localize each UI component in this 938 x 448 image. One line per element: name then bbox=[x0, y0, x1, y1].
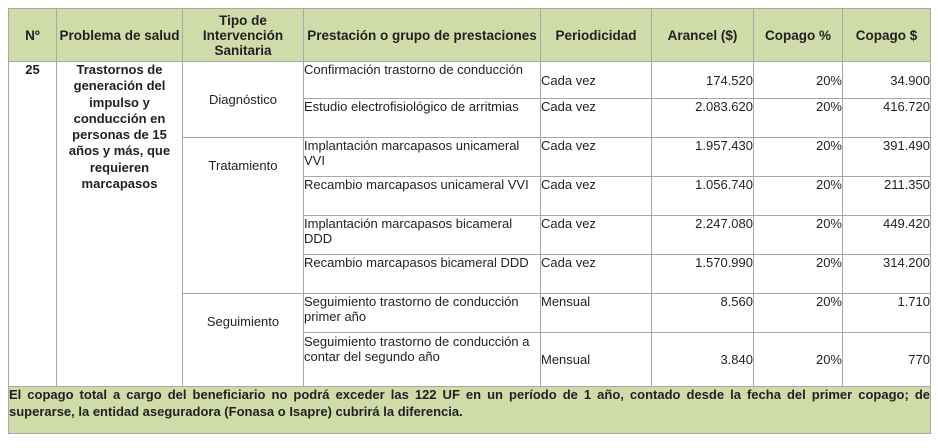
periodicidad-cell: Cada vez bbox=[541, 99, 652, 138]
periodicidad-cell: Mensual bbox=[541, 333, 652, 387]
prestacion-cell: Confirmación trastorno de conducción bbox=[304, 62, 541, 99]
tipo-diagnostico: Diagnóstico bbox=[183, 62, 304, 138]
copago-pct-cell: 20% bbox=[754, 99, 843, 138]
header-arancel: Arancel ($) bbox=[652, 9, 754, 62]
header-copago-monto: Copago $ bbox=[843, 9, 931, 62]
copago-pct-cell: 20% bbox=[754, 216, 843, 255]
arancel-cell: 174.520 bbox=[652, 62, 754, 99]
prestacion-cell: Implantación marcapasos bicameral DDD bbox=[304, 216, 541, 255]
copago-pct-cell: 20% bbox=[754, 333, 843, 387]
copago-monto-cell: 416.720 bbox=[843, 99, 931, 138]
copago-monto-cell: 34.900 bbox=[843, 62, 931, 99]
arancel-cell: 1.570.990 bbox=[652, 255, 754, 294]
copago-pct-cell: 20% bbox=[754, 255, 843, 294]
prestacion-cell: Estudio electrofisiológico de arritmias bbox=[304, 99, 541, 138]
periodicidad-cell: Cada vez bbox=[541, 62, 652, 99]
copago-monto-cell: 314.200 bbox=[843, 255, 931, 294]
arancel-cell: 2.247.080 bbox=[652, 216, 754, 255]
periodicidad-cell: Cada vez bbox=[541, 138, 652, 177]
problem-number: 25 bbox=[9, 62, 57, 387]
note-row bbox=[9, 387, 931, 434]
header-num: Nº bbox=[9, 9, 57, 62]
periodicidad-cell: Cada vez bbox=[541, 255, 652, 294]
table-row bbox=[9, 62, 931, 99]
copago-pct-cell: 20% bbox=[754, 177, 843, 216]
prestacion-cell: Seguimiento trastorno de conducción primer año bbox=[304, 294, 541, 333]
copago-monto-cell: 449.420 bbox=[843, 216, 931, 255]
header-row bbox=[9, 9, 931, 62]
problem-name: Trastornos de generación del impulso y conducción en personas de 15 años y más, que requieren marcapasos bbox=[57, 62, 183, 387]
tipo-seguimiento: Seguimiento bbox=[183, 294, 304, 387]
copago-monto-cell: 770 bbox=[843, 333, 931, 387]
arancel-cell: 3.840 bbox=[652, 333, 754, 387]
periodicidad-cell: Cada vez bbox=[541, 177, 652, 216]
copago-pct-cell: 20% bbox=[754, 62, 843, 99]
header-copago-pct: Copago % bbox=[754, 9, 843, 62]
ges-table bbox=[8, 8, 931, 434]
prestacion-cell: Seguimiento trastorno de conducción a contar del segundo año bbox=[304, 333, 541, 387]
prestacion-cell: Implantación marcapasos unicameral VVI bbox=[304, 138, 541, 177]
header-periodicidad: Periodicidad bbox=[541, 9, 652, 62]
tipo-tratamiento: Tratamiento bbox=[183, 138, 304, 294]
prestacion-cell: Recambio marcapasos unicameral VVI bbox=[304, 177, 541, 216]
periodicidad-cell: Cada vez bbox=[541, 216, 652, 255]
header-prestacion: Prestación o grupo de prestaciones bbox=[304, 9, 541, 62]
copago-pct-cell: 20% bbox=[754, 138, 843, 177]
copago-monto-cell: 1.710 bbox=[843, 294, 931, 333]
header-problema: Problema de salud bbox=[57, 9, 183, 62]
copago-note: El copago total a cargo del beneficiario no podrá exceder las 122 UF en un período de 1 año, contado desde la fecha del primer copago; de superarse, la entidad aseguradora (Fonasa o Isapre) cubrirá la diferencia. bbox=[9, 387, 931, 434]
arancel-cell: 2.083.620 bbox=[652, 99, 754, 138]
copago-monto-cell: 211.350 bbox=[843, 177, 931, 216]
header-tipo: Tipo de Intervención Sanitaria bbox=[183, 9, 304, 62]
periodicidad-cell: Mensual bbox=[541, 294, 652, 333]
arancel-cell: 8.560 bbox=[652, 294, 754, 333]
arancel-cell: 1.957.430 bbox=[652, 138, 754, 177]
prestacion-cell: Recambio marcapasos bicameral DDD bbox=[304, 255, 541, 294]
copago-pct-cell: 20% bbox=[754, 294, 843, 333]
copago-monto-cell: 391.490 bbox=[843, 138, 931, 177]
arancel-cell: 1.056.740 bbox=[652, 177, 754, 216]
